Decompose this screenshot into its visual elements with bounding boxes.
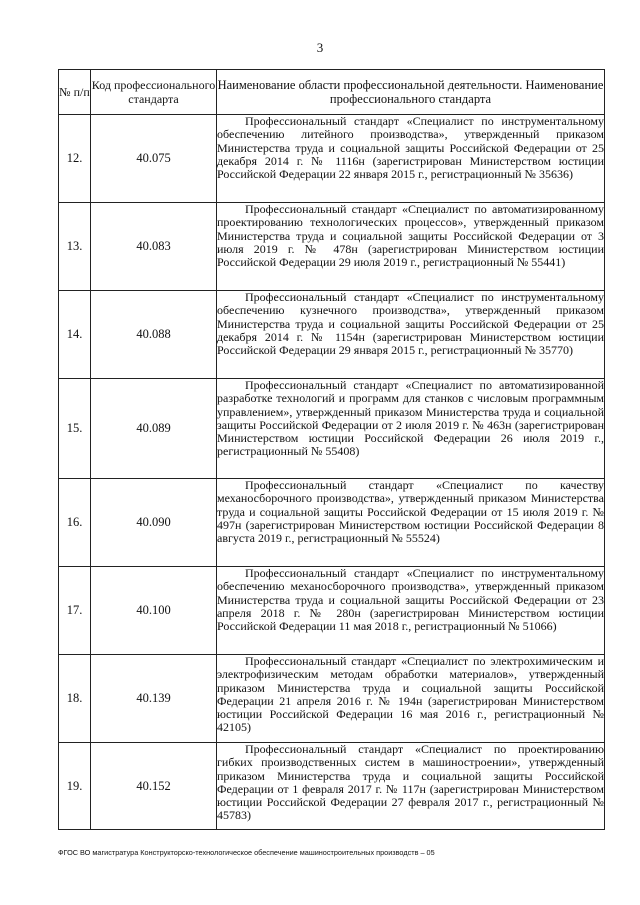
table-row [59,743,605,830]
row-text: Профессиональный стандарт «Специалист по качеству механосборочного производства», утвержденный приказом Министерства труда и социальной защиты Российской Федерации от 15 июля 2019 г. № 497н (зарегистрирован Министерством юстиции Российской Федерации 8 августа 2019 г., регистрационный № 55524) [217,478,604,546]
table-row [59,479,605,567]
table-row [59,291,605,379]
row-text: Профессиональный стандарт «Специалист по инструментальному обеспечению механосборочного производства», утвержденный приказом Министерства труда и социальной защиты Российской Федерации от 23 апреля 2018 г. № 280н (зарегистрирован Министерством юстиции Российской Федерации 11 мая 2018 г., регистрационный № 51066) [217,566,604,634]
row-description [217,115,605,203]
row-description [217,203,605,291]
row-code: 40.139 [91,655,217,743]
row-number: 14. [59,291,91,379]
header-name: Наименование области профессиональной деятельности. Наименование профессионального стандарта [217,70,605,115]
row-code: 40.088 [91,291,217,379]
row-code: 40.090 [91,479,217,567]
table-row [59,115,605,203]
row-text: Профессиональный стандарт «Специалист по электрохимическим и электрофизическим методам обработки материалов», утвержденный приказом Министерства труда и социальной защиты Российской Федерации 21 апреля 2016 г. № 194н (зарегистрирован Министерством юстиции Российской Федерации 16 мая 2016 г., регистрационный № 42105) [217,654,604,735]
table-row [59,655,605,743]
row-number: 16. [59,479,91,567]
document-footer: ФГОС ВО магистратура Конструкторско-технологическое обеспечение машиностроительных производств – 05 [58,848,435,857]
table-header-row [59,70,605,115]
row-text: Профессиональный стандарт «Специалист по проектированию гибких производственных систем в машиностроении», утвержденный приказом Министерства труда и социальной защиты Российской Федерации от 1 февраля 2017 г. № 117н (зарегистрирован Министерством юстиции Российской Федерации 27 февраля 2017 г., регистрационный № 45783) [217,742,604,823]
row-text: Профессиональный стандарт «Специалист по инструментальному обеспечению кузнечного производства», утвержденный приказом Министерства труда и социальной защиты Российской Федерации от 25 декабря 2014 г. № 1154н (зарегистрирован Министерством юстиции Российской Федерации 29 января 2015 г., регистрационный № 35770) [217,290,604,358]
row-description [217,567,605,655]
header-number: № п/п [59,70,91,115]
row-code: 40.075 [91,115,217,203]
row-code: 40.089 [91,379,217,479]
row-code: 40.152 [91,743,217,830]
table-row [59,567,605,655]
table-row [59,203,605,291]
row-description [217,743,605,830]
row-description [217,479,605,567]
row-number: 12. [59,115,91,203]
row-number: 17. [59,567,91,655]
professional-standards-table [58,69,605,830]
row-code: 40.083 [91,203,217,291]
row-number: 18. [59,655,91,743]
row-text: Профессиональный стандарт «Специалист по инструментальному обеспечению литейного производства», утвержденный приказом Министерства труда и социальной защиты Российской Федерации от 25 декабря 2014 г. № 1116н (зарегистрирован Министерством юстиции Российской Федерации 22 января 2015 г., регистрационный № 35636) [217,114,604,182]
row-description [217,291,605,379]
page-number: 3 [316,40,324,55]
row-description [217,655,605,743]
row-text: Профессиональный стандарт «Специалист по автоматизированному проектированию технологических процессов», утвержденный приказом Министерства труда и социальной защиты Российской Федерации от 3 июля 2019 г. № 478н (зарегистрирован Министерством юстиции Российской Федерации 29 июля 2019 г., регистрационный № 55441) [217,202,604,270]
row-number: 15. [59,379,91,479]
header-code: Код профессионального стандарта [91,70,217,115]
row-number: 19. [59,743,91,830]
row-code: 40.100 [91,567,217,655]
row-number: 13. [59,203,91,291]
table-row [59,379,605,479]
row-text: Профессиональный стандарт «Специалист по автоматизированной разработке технологий и программ для станков с числовым программным управлением», утвержденный приказом Министерства труда и социальной защиты Российской Федерации от 2 июля 2019 г. № 463н (зарегистрирован Министерством юстиции Российской Федерации 26 июля 2019 г., регистрационный № 55408) [217,378,604,459]
row-description [217,379,605,479]
